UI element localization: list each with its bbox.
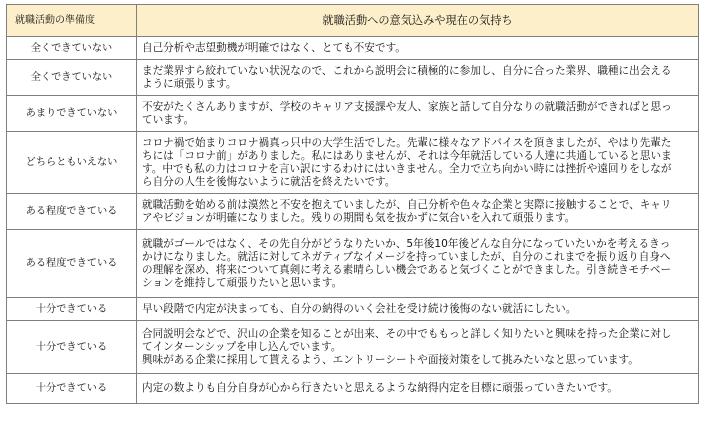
row-comment: 就職がゴールではなく、その先自分がどうなりたいか、5年後10年後どんな自分になっていたいかを考えるきっ かけになりました。就活に対してネガティブなイメージを持っていましたが、自分のこれまでを振り返り自身へ の理解を深め、将来について真剣に考える素晴らしい機会であると気づくことができました。引き続きモチベー ションを維持して頑張りたいと思います。 — [137, 230, 699, 298]
header-feelings: 就職活動への意気込みや現在の気持ち — [137, 5, 699, 37]
table-header-row — [7, 5, 699, 37]
row-level: 十分できている — [7, 321, 137, 374]
row-level: ある程度できている — [7, 194, 137, 230]
row-comment: 内定の数よりも自分自身が心から行きたいと思えるような納得内定を目標に頑張っていきたいです。 — [137, 374, 699, 404]
row-level: どちらともいえない — [7, 132, 137, 194]
table-row — [7, 374, 699, 404]
row-level: 全くできていない — [7, 60, 137, 96]
row-level: 十分できている — [7, 374, 137, 404]
row-comment: 合同説明会などで、沢山の企業を知ることが出来、その中でももっと詳しく知りたいと興味を持った企業に対し てインターンシップを申し込んでいます。 興味がある企業に採用して貰えるよう、エントリーシートや面接対策をして挑みたいなと思っています。 — [137, 321, 699, 374]
table-row — [7, 194, 699, 230]
row-comment: 早い段階で内定が決まっても、自分の納得のいく会社を受け続け後悔のない就活にしたい。 — [137, 298, 699, 321]
table-row — [7, 96, 699, 132]
survey-table — [6, 4, 699, 404]
table-row — [7, 321, 699, 374]
row-level: ある程度できている — [7, 230, 137, 298]
table-row — [7, 230, 699, 298]
row-level: 十分できている — [7, 298, 137, 321]
row-comment: 就職活動を始める前は漠然と不安を抱えていましたが、自己分析や色々な企業と実際に接触することで、キャリ アやビジョンが明確になりました。残りの期間も気を抜かずに気合いを入れて頑張ります。 — [137, 194, 699, 230]
row-level: あまりできていない — [7, 96, 137, 132]
row-comment: 不安がたくさんありますが、学校のキャリア支援課や友人、家族と話して自分なりの就職活動ができればと思っ ています。 — [137, 96, 699, 132]
table-row — [7, 132, 699, 194]
header-preparation-level: 就職活動の準備度 — [7, 5, 137, 37]
row-comment: 自己分析や志望動機が明確ではなく、とても不安です。 — [137, 37, 699, 60]
table-row — [7, 298, 699, 321]
row-comment: コロナ禍で始まりコロナ禍真っ只中の大学生活でした。先輩に様々なアドバイスを頂きましたが、やはり先輩た ちには「コロナ前」がありました。私にはありませんが、それは今年就活している人達に共通していると思いま す。中でも私の力はコロナを言い訳にするわけにはいきません。全力で立ち向かい時には挫折や遠回りをしなが ら自分の人生を後悔ないように就活を終えたいです。 — [137, 132, 699, 194]
survey-table-container — [6, 4, 698, 404]
table-row — [7, 60, 699, 96]
row-comment: まだ業界すら絞れていない状況なので、これから説明会に積極的に参加し、自分に合った業界、職種に出会える ように頑張ります。 — [137, 60, 699, 96]
table-row — [7, 37, 699, 60]
row-level: 全くできていない — [7, 37, 137, 60]
